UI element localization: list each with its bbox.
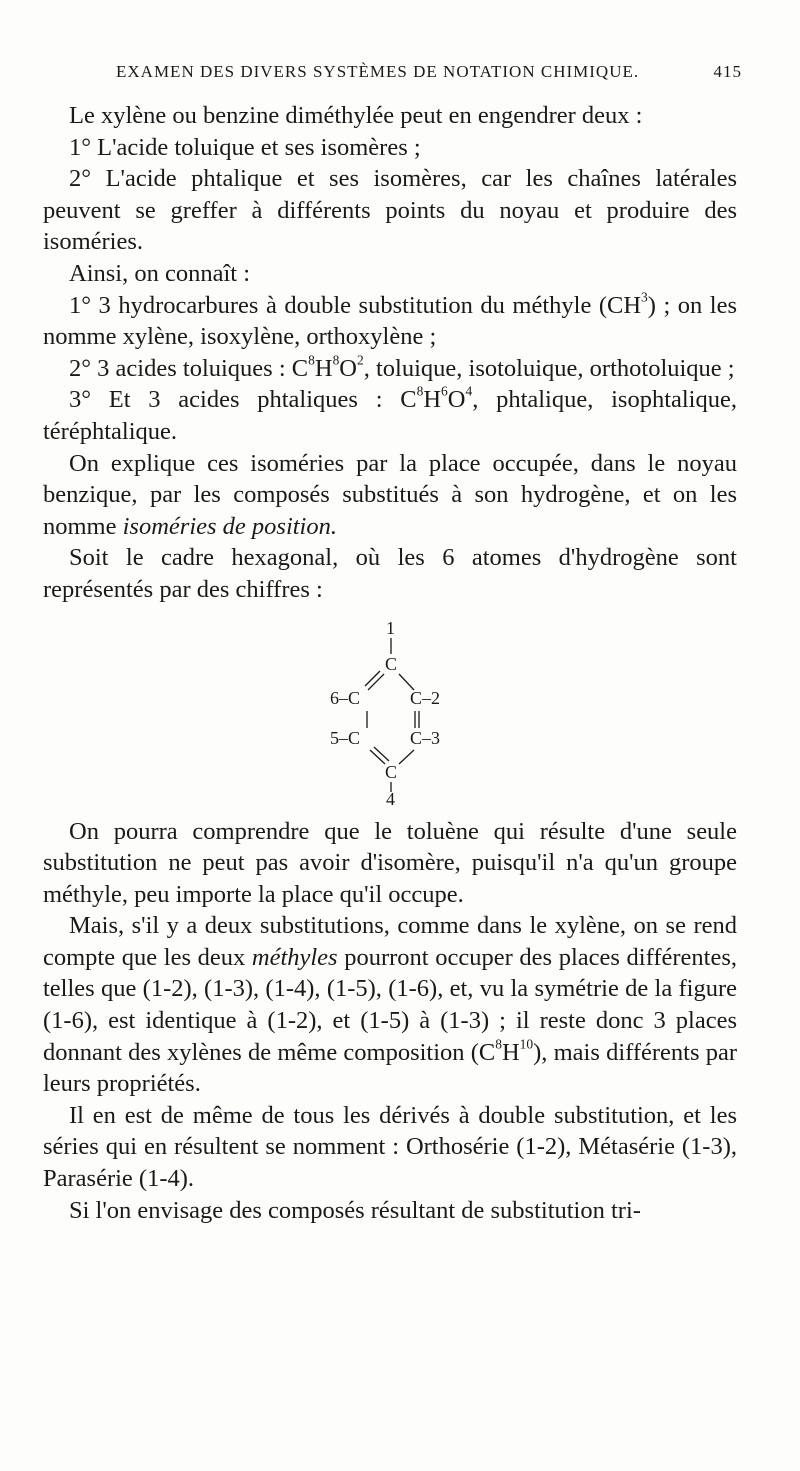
superscript: 6 [441,383,448,399]
page-number: 415 [713,62,742,81]
text-run: , toluique, isotoluique, orthotoluique ; [363,354,735,382]
superscript: 10 [519,1036,534,1052]
paragraph: Si l'on envisage des composés résultant de substitution tri- [69,1196,641,1224]
carbon-top: C [385,653,398,674]
bond-line [365,671,380,686]
superscript: 8 [416,383,424,399]
superscript: 8 [308,352,315,368]
superscript: 4 [465,383,473,399]
label-5: 5–C [330,727,361,748]
paragraph [43,910,737,1100]
running-header [116,62,742,82]
paragraph: Il en est de même de tous les dérivés à double substitution, et les séries qui en résultent se nomment : Orthosérie (1-2), Métasérie (1-3), Parasérie (1-4). [43,1101,737,1193]
list-item: 1° L'acide toluique et ses isomères ; [69,133,421,161]
label-2: C–2 [410,687,441,708]
text-run: 2° 3 acides toluiques : C [69,354,309,382]
text-run: ) ; on les nomme xylène, isoxylène, orthoxylène ; [43,291,737,351]
list-item: 2° L'acide phtalique et ses isomères, car les chaînes latérales peuvent se greffer à différents points du noyau et produire des isoméries. [43,165,737,256]
list-item [43,384,737,447]
text-run: pourront occuper des places différentes, telles que (1-2), (1-3), (1-4), (1-5), (1-6), et, vu la symétrie de la figure (1-6), est identique à (1-2), et (1-5) à (1-3) ; il reste donc 3 places donnant des xylènes de même composition (C [43,943,737,1066]
paragraph: On pourra comprendre que le toluène qui résulte d'une seule substitution ne peut pas avoir d'isomère, puisqu'il n'a qu'un groupe méthyle, peu importe la place qu'il occupe. [43,817,737,908]
text-run: Mais, s'il y a deux substitutions, comme dans le xylène, on se rend compte que les deux [43,912,737,971]
superscript: 3 [641,289,648,305]
text-run: 3° Et 3 acides phtaliques : C [69,386,417,414]
paragraph: Ainsi, on connaît : [69,259,251,287]
text-run: 1° 3 hydrocarbures à double substitution du méthyle (CH [69,291,642,319]
paragraph: Le xylène ou benzine diméthylée peut en engendrer deux : [69,102,643,129]
bond-line [374,747,389,761]
text-run: ), mais différents par leurs propriétés. [43,1038,737,1098]
label-4: 4 [386,788,395,806]
paragraph: Soit le cadre hexagonal, où les 6 atomes d'hydrogène sont représentés par des chiffres : [43,544,737,603]
page-body [43,100,737,1226]
list-item [43,290,737,353]
text-run: H [314,354,333,382]
text-run: On explique ces isoméries par la place occupée, dans le noyau benzique, par les composés substitués à son hydrogène, et on les nomme [43,449,737,540]
text-run: O [447,386,466,414]
paragraph [43,448,737,543]
superscript: 8 [332,352,340,368]
carbon-bottom: C [385,761,398,782]
superscript: 8 [495,1036,502,1052]
benzene-hexagon-diagram [310,616,470,806]
superscript: 2 [357,352,364,368]
text-run: H [423,386,442,414]
text-run: H [501,1038,520,1066]
label-3: C–3 [410,727,441,748]
label-1: 1 [386,617,395,638]
bond-line [370,750,385,764]
italic-term: isoméries de position. [122,512,337,540]
italic-term: méthyles [251,943,338,971]
bond-line [368,674,384,690]
running-title: EXAMEN DES DIVERS SYSTÈMES DE NOTATION CHIMIQUE. [116,62,640,81]
bond-line [399,750,414,764]
list-item [43,353,737,385]
label-6: 6–C [330,687,361,708]
text-run: , phtalique, isophtalique, téréphtalique. [43,386,737,445]
text-run: O [339,354,357,382]
